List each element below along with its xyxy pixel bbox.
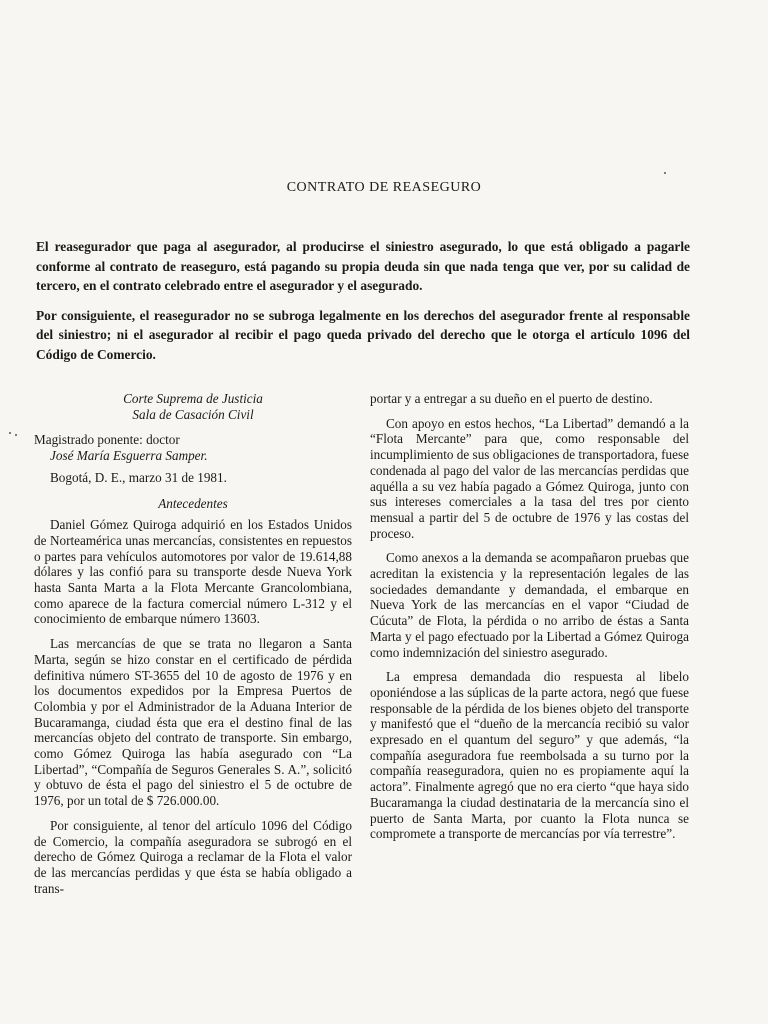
scan-speck xyxy=(15,434,17,436)
magistrate-label: Magistrado ponente: doctor xyxy=(34,432,180,448)
court-name: Corte Suprema de Justicia xyxy=(123,391,263,406)
court-heading xyxy=(34,391,352,422)
body-paragraph: Las mercancías de que se trata no llegaron a Santa Marta, según se hizo constar en el certificado de pérdida definitiva número ST-3655 del 10 de agosto de 1976 y en los documentos expedidos por la Empresa Puertos de Colombia y por el Administrador de la Aduana Interior de Bucaramanga, ciudad ésta que era el destino final de las mercancías objeto del contrato de transporte. Sin embargo, como Gómez Quiroga las había asegurado con “La Libertad”, “Compañía de Seguros Generales S. A.”, solicitó y obtuvo de ésta el pago del siniestro el 5 de octubre de 1976, por un total de $ 726.000.00. xyxy=(34,636,352,809)
summary-paragraph: Por consiguiente, el reasegurador no se subroga legalmente en los derechos del asegurador frente al responsable del siniestro; ni el asegurador al recibir el pago queda privado del derecho que le otorga el artículo 1096 del Código de Comercio. xyxy=(36,307,690,362)
left-column xyxy=(34,391,352,905)
scan-speck xyxy=(9,432,11,434)
page-title: CONTRATO DE REASEGURO xyxy=(286,180,482,195)
body-paragraph: Con apoyo en estos hechos, “La Libertad” demandó a la “Flota Mercante” para que, como responsable del incumplimiento de sus obligaciones de transportadora, fuese condenada al pago del valor de las mercancías perdidas que aquélla a su vez había pagado a Gómez Quiroga, junto con sus intereses comerciales a la tasa del tres por ciento mensual a partir del 5 de octubre de 1976 y las costas del proceso. xyxy=(370,415,689,541)
body-paragraph: Daniel Gómez Quiroga adquirió en los Estados Unidos de Norteamérica unas mercancías, consistentes en repuestos o partes para vehículos automotores por valor de 19.614,88 dólares y las confió para su transporte desde Nueva York hasta Santa Marta a la Flota Mercante Grancolombiana, como aparece de la factura comercial número L-312 y el conocimiento de embarque número 13603. xyxy=(34,517,352,627)
body-paragraph-continued: portar y a entregar a su dueño en el puerto de destino. xyxy=(370,391,653,406)
body-paragraph: Por consiguiente, al tenor del artículo 1096 del Código de Comercio, la compañía aseguradora se subrogó en el derecho de Gómez Quiroga a reclamar de la Flota el valor de las mercancías perdidas y que ésta se había obligado a trans- xyxy=(34,817,352,896)
body-paragraph: Como anexos a la demanda se acompañaron pruebas que acreditan la existencia y la representación legales de las sociedades demandante y demandada, el embarque en Nueva York de las mercancías en el vapor “Ciudad de Cúcuta” de Flota, la pérdida o no arribo de éstas a Santa Marta y el pago efectuado por la Libertad a Gómez Quiroga como indemnización del siniestro asegurado. xyxy=(370,550,689,660)
summary-block xyxy=(36,237,690,374)
scan-speck xyxy=(664,172,666,174)
body-paragraph: La empresa demandada dio respuesta al libelo oponiéndose a las súplicas de la parte actora, negó que fuese responsable de la pérdida de los bienes objeto del transporte y manifestó que el “dueño de la mercancía recibió su valor expresado en el quantum del seguro” y que además, “la compañía aseguradora fue reembolsada a su turno por la compañía reaseguradora, quien no es propiamente aquí la actora”. Finalmente agregó que no era cierto “que haya sido Bucaramanga la ciudad destinataria de la mercancía sino el puerto de Santa Marta, por cuanto la Flota nunca se compromete a transporte de mercancías por vía terrestre”. xyxy=(370,669,689,842)
court-chamber: Sala de Casación Civil xyxy=(132,406,254,422)
right-column xyxy=(370,391,689,851)
decision-date: Bogotá, D. E., marzo 31 de 1981. xyxy=(50,469,227,485)
section-title: Antecedentes xyxy=(158,495,228,511)
magistrate-block xyxy=(34,432,352,463)
magistrate-name: José María Esguerra Samper. xyxy=(50,448,208,464)
summary-paragraph: El reasegurador que paga al asegurador, al producirse el siniestro asegurado, lo que está obligado a pagarle conforme al contrato de reaseguro, está pagando su propia deuda sin que nada tenga que ver, por su calidad de tercero, en el contrato celebrado entre el asegurador y el asegurado. xyxy=(36,239,690,293)
